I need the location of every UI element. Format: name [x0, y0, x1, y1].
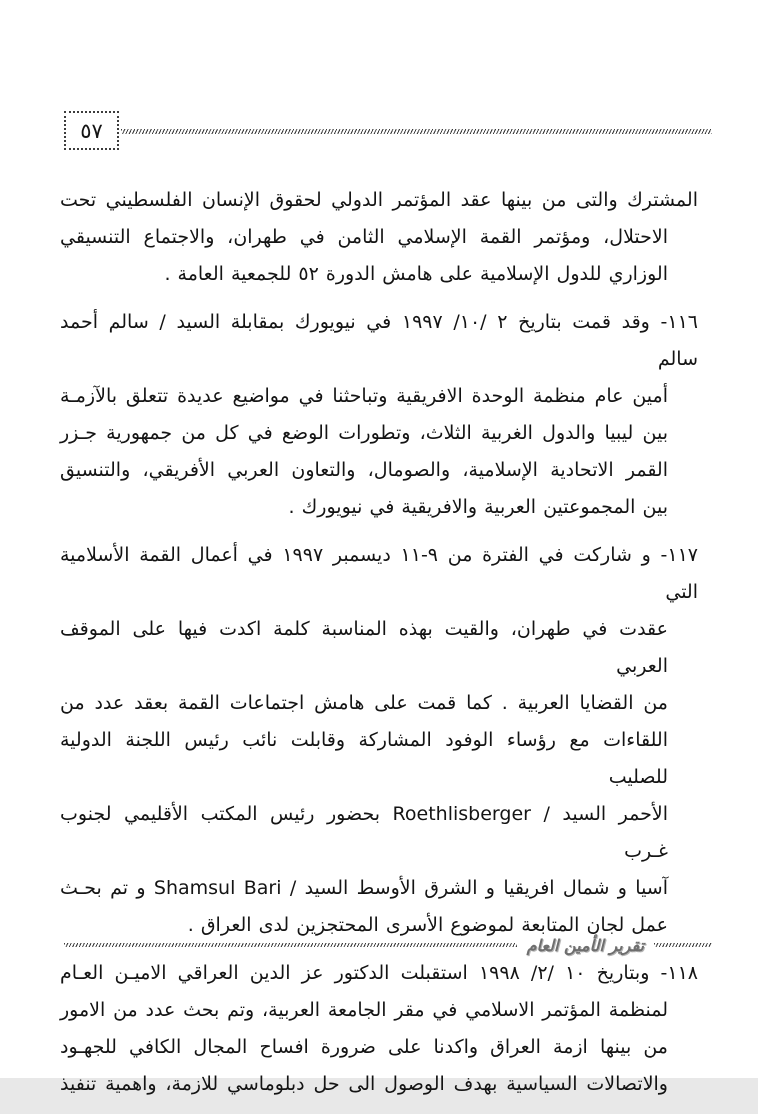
text-line: والاتصالات السياسية بهدف الوصول الى حل دبلوماسي للازمة، واهمية تنفيذ: [60, 1073, 668, 1095]
text-line: القمر الاتحادية الإسلامية، والصومال، والتعاون العربي الأفريقي، والتنسيق: [60, 459, 668, 481]
footer-rule-left: [64, 943, 517, 947]
page-number-box: [64, 111, 119, 150]
paragraph-117: [60, 537, 698, 944]
paragraph-continuation: [60, 182, 698, 293]
text-line: آسيا و شمال افريقيا و الشرق الأوسط السيد / Shamsul Bari و تم بحـث: [60, 877, 668, 899]
text-line: ١١٨- وبتاريخ ١٠ /٢/ ١٩٩٨ استقبلت الدكتور عز الدين العراقي الاميـن العـام: [60, 962, 698, 984]
text-line: الوزاري للدول الإسلامية على هامش الدورة ٥٢ للجمعية العامة .: [164, 263, 668, 285]
text-line: أمين عام منظمة الوحدة الافريقية وتباحثنا في مواضيع عديدة تتعلق بالآزمـة: [60, 385, 668, 407]
paragraph-116: [60, 304, 698, 526]
text-line: من القضايا العربية . كما قمت على هامش اجتماعات القمة بعقد عدد من: [60, 692, 668, 714]
text-line: من بينها ازمة العراق واكدنا على ضرورة افساح المجال الكافي للجهـود: [60, 1036, 668, 1058]
page-number: ٥٧: [80, 118, 103, 143]
text-line: ١١٦- وقد قمت بتاريخ ٢ /١٠/ ١٩٩٧ في نيويورك بمقابلة السيد / سالم أحمد سالم: [60, 311, 698, 370]
text-line: عمل لجان المتابعة لموضوع الأسرى المحتجزين لدى العراق .: [187, 914, 668, 936]
footer: [64, 934, 712, 956]
text-line: بين ليبيا والدول الغربية الثلاث، وتطورات الوضع في كل من جمهورية جـزر: [60, 422, 668, 444]
footer-rule-right: [654, 943, 712, 947]
text-line: بين المجموعتين العربية والافريقية في نيويورك .: [288, 496, 668, 518]
text-line: الأحمر السيد / Roethlisberger بحضور رئيس المكتب الأقليمي لجنوب غـرب: [60, 803, 668, 862]
text-line: الاحتلال، ومؤتمر القمة الإسلامي الثامن في طهران، والاجتماع التنسيقي: [60, 226, 668, 248]
text-line: المشترك والتى من بينها عقد المؤتمر الدولي لحقوق الإنسان الفلسطيني تحت: [60, 189, 698, 211]
text-line: لمنظمة المؤتمر الاسلامي في مقر الجامعة العربية، وتم بحث عدد من الامور: [60, 999, 668, 1021]
header-rule: [121, 129, 712, 134]
text-line: اللقاءات مع رؤساء الوفود المشاركة وقابلت نائب رئيس اللجنة الدولية للصليب: [60, 729, 668, 788]
text-line: عقدت في طهران، والقيت بهذه المناسبة كلمة اكدت فيها على الموقف العربي: [60, 618, 668, 677]
document-body: [60, 182, 698, 1114]
paragraph-118: [60, 955, 698, 1103]
text-line: ١١٧- و شاركت في الفترة من ٩-١١ ديسمبر ١٩٩٧ في أعمال القمة الأسلامية التي: [60, 544, 699, 603]
footer-title: تقرير الأمين العام: [526, 935, 644, 955]
